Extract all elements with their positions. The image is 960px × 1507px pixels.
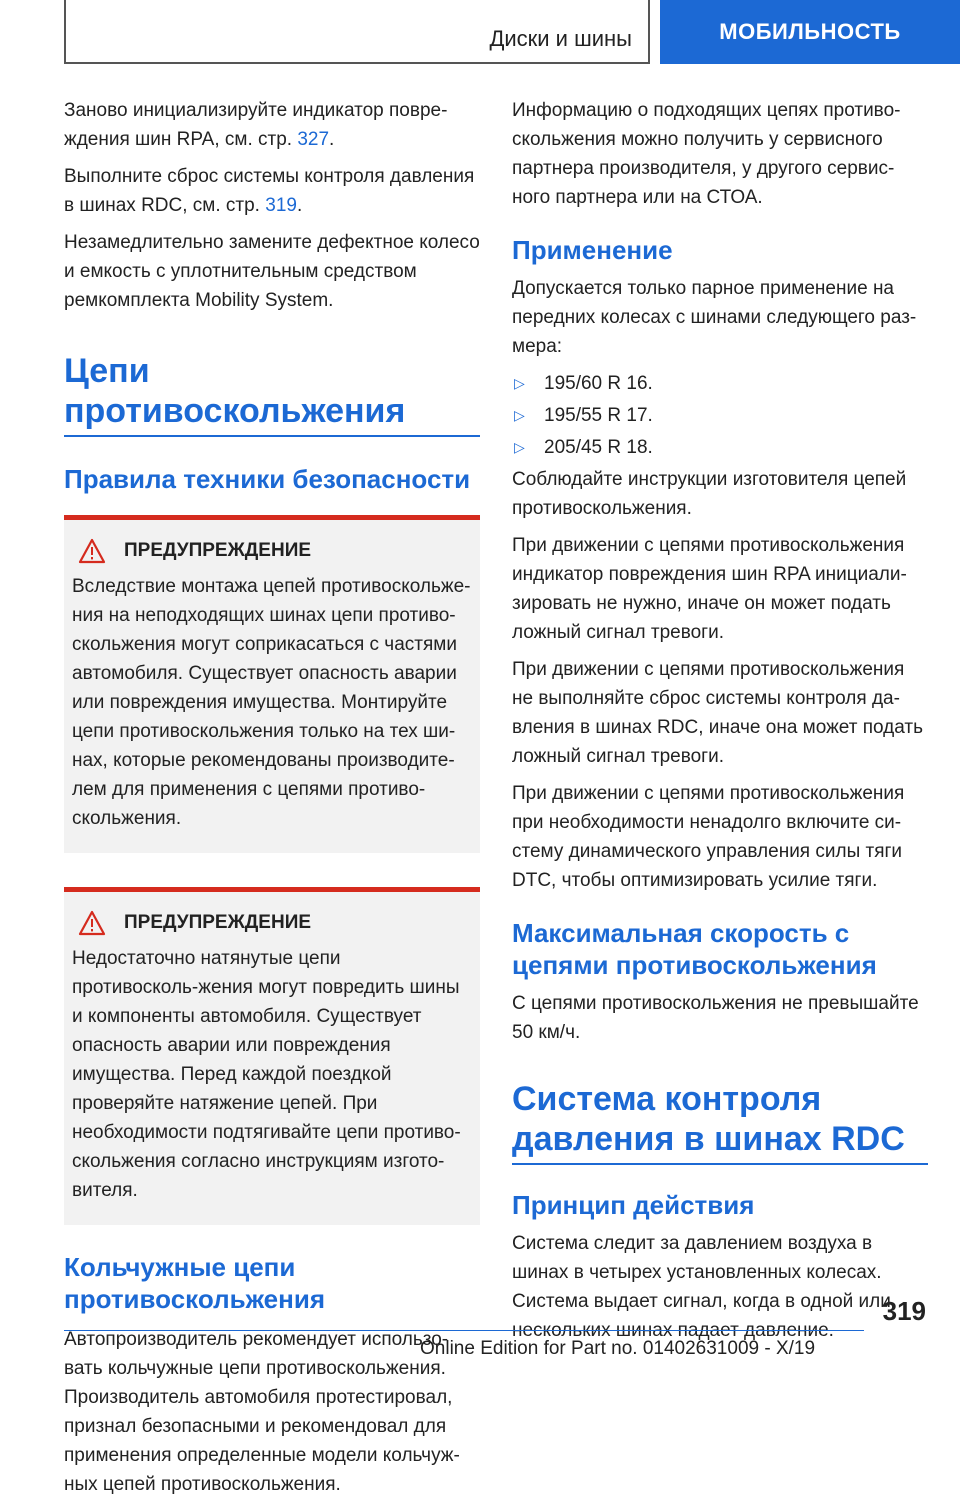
warning-title: ПРЕДУПРЕЖДЕНИЕ: [124, 540, 312, 561]
right-column: [512, 96, 928, 1353]
paragraph-application: Допускается только парное применение на передних колесах с шинами следующего раз-мера:: [512, 278, 917, 357]
warning-title: ПРЕДУПРЕЖДЕНИЕ: [124, 912, 312, 933]
paragraph-rpa-note: При движении с цепями противоскольжения индикатор повреждения шин RPA инициали-зировать не нужно, иначе он может подать ложный сигнал тревоги.: [512, 535, 907, 643]
heading-safety-rules: Правила техники безопасности: [64, 464, 471, 494]
bullet-arrow-icon: ▷: [514, 439, 525, 455]
tire-size-list: [512, 369, 928, 462]
paragraph-rdc-note: При движении с цепями противоскольжения не выполняйте сброс системы контроля да-вления в шинах RDC, иначе она может подать ложный сигнал тревоги.: [512, 659, 923, 767]
paragraph-chain-info: Информацию о подходящих цепях противо-скольжения можно получить у сервисного партнера производителя, у другого сервис-ного партнера или на СТОА.: [512, 100, 901, 208]
heading-rdc-system: Система контроля давления в шинах RDC: [512, 1079, 928, 1165]
footer-divider: [64, 1330, 864, 1331]
list-item: ▷ 195/55 R 17.: [512, 401, 928, 430]
left-column: [64, 96, 480, 1507]
heading-max-speed: Максимальная скорость с цепями противоскольжения: [512, 918, 877, 980]
header-chapter-tab[interactable]: МОБИЛЬНОСТЬ: [660, 0, 960, 64]
list-item: ▷ 195/60 R 16.: [512, 369, 928, 398]
footer-edition: Online Edition for Part no. 01402631009 - X/19: [420, 1338, 816, 1359]
bullet-arrow-icon: ▷: [514, 407, 525, 423]
warning-body: Вследствие монтажа цепей противоскольже-ния на неподходящих шинах цепи противо-скольжения могут соприкасаться с частями автомобиля. Существует опасность аварии или повреждения имущества. Монтируйте цепи противоскольжения только на тех ши-нах, которые рекомендованы производите-лем для применения с цепями противо-скольжения.: [72, 576, 471, 829]
paragraph-rpa-reset: Заново инициализируйте индикатор повре-ждения шин RPA, см. стр. 327.: [64, 100, 448, 150]
warning-triangle-icon: [78, 910, 106, 936]
list-item: ▷ 205/45 R 18.: [512, 433, 928, 462]
heading-principle: Принцип действия: [512, 1190, 755, 1220]
warning-box-1: [64, 515, 480, 853]
warning-body: Недостаточно натянутые цепи противосколь-жения могут повредить шины и компоненты автомобиля. Существует опасность аварии или повреждения имущества. Перед каждой поездкой проверяйте натяжение цепей. При необходимости подтягивайте цепи противо-скольжения согласно инструкциям изгото-вителя.: [72, 948, 461, 1201]
page-link-327[interactable]: 327: [297, 129, 330, 150]
paragraph-rdc-reset: Выполните сброс системы контроля давления в шинах RDC, см. стр. 319.: [64, 166, 475, 216]
paragraph-chainmail-chains: Автопроизводитель рекомендует использо-вать кольчужные цепи противоскольжения. Производитель автомобиля протестировал, признал безопасными и рекомендовал для применения определенные модели кольчуж-ных цепей противоскольжения.: [64, 1329, 460, 1495]
page-link-319[interactable]: 319: [265, 195, 297, 216]
heading-application: Применение: [512, 235, 673, 265]
warning-box-2: [64, 887, 480, 1225]
warning-triangle-icon: [78, 538, 106, 564]
page-number: 319: [882, 1296, 926, 1326]
bullet-arrow-icon: ▷: [514, 375, 525, 391]
paragraph-replace-wheel: Незамедлительно замените дефектное колесо и емкость с уплотнительным средством ремкомплекта Mobility System.: [64, 232, 480, 311]
heading-snow-chains: Цепи противоскольжения: [64, 351, 480, 437]
paragraph-dtc-note: При движении с цепями противоскольжения при необходимости ненадолго включите си-стему динамического управления силы тяги DTC, чтобы оптимизировать усилие тяги.: [512, 783, 905, 891]
paragraph-follow-instructions: Соблюдайте инструкции изготовителя цепей противоскольжения.: [512, 469, 907, 519]
paragraph-max-speed: С цепями противоскольжения не превышайте 50 км/ч.: [512, 993, 919, 1043]
heading-chainmail-chains: Кольчужные цепи противоскольжения: [64, 1252, 325, 1314]
header-section-title: Диски и шины: [489, 26, 632, 51]
paragraph-principle: Система следит за давлением воздуха в шинах в четырех установленных колесах. Система выдает сигнал, когда в одной или нескольких шинах падает давление.: [512, 1233, 891, 1341]
